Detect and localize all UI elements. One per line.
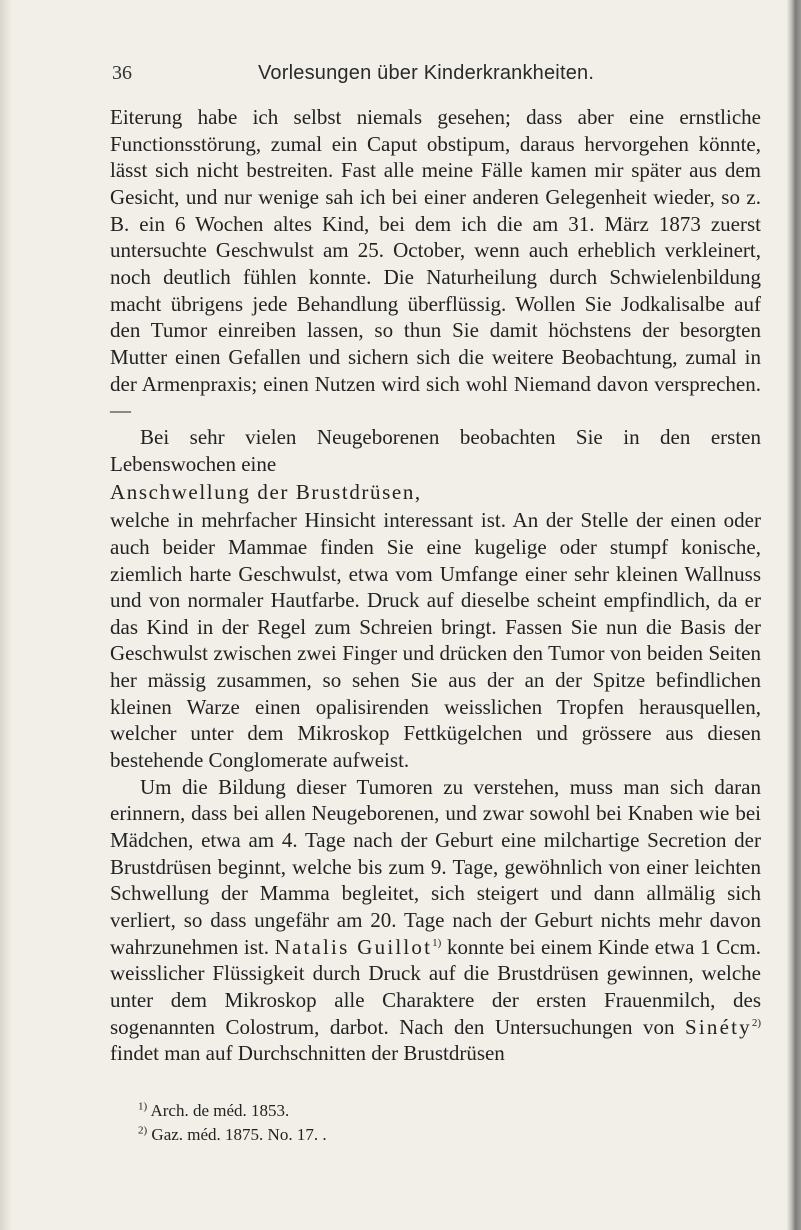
author-name-guillot: Natalis Guillot <box>274 934 433 959</box>
paragraph-1: Eiterung habe ich selbst niemals gesehen; dass aber eine ernstliche Functionsstörung, zumal ein Caput obstipum, daraus hervorgehen könnte, lässt sich nicht bestreiten. Fast alle meine Fälle kamen mir später aus dem Gesicht, und nur wenige sah ich bei einer anderen Gelegenheit wieder, so z. B. ein 6 Wochen altes Kind, bei dem ich die am 31. März 1873 zuerst untersuchte Geschwulst am 25. October, wenn auch erheblich verkleinert, noch deutlich fühlen konnte. Die Naturheilung durch Schwielenbildung macht übrigens jede Behandlung überflüssig. Wollen Sie Jodkalisalbe auf den Tumor einreiben lassen, so thun Sie damit höchstens der besorgten Mutter einen Gefallen und sichern sich die weitere Beobachtung, zumal in der Armenpraxis; einen Nutzen wird sich wohl Niemand davon versprechen. — <box>110 105 761 423</box>
footnote-2-mark: 2) <box>138 1124 148 1137</box>
paragraph-4-part-c: findet man auf Durchschnitten der Brustdrüsen <box>110 1041 505 1066</box>
paragraph-2: Bei sehr vielen Neugeborenen beobachten Sie in den ersten Lebenswochen eine <box>110 424 761 476</box>
footnote-2 <box>138 1123 327 1147</box>
page-number: 36 <box>112 62 132 84</box>
section-heading: Anschwellung der Brustdrüsen, <box>110 480 422 505</box>
footnote-1-mark: 1) <box>138 1100 148 1113</box>
paragraph-3: welche in mehrfacher Hinsicht interessant ist. An der Stelle der einen oder auch beider Mammae finden Sie eine kugelige oder stumpf konische, ziemlich harte Geschwulst, etwa vom Umfange einer sehr kleinen Wallnuss und von normaler Hautfarbe. Druck auf dieselbe scheint empfindlich, da er das Kind in der Regel zum Schreien bringt. Fassen Sie nun die Basis der Geschwulst zwischen zwei Finger und drücken den Tumor von beiden Seiten her mässig zusammen, so sehen Sie aus der an der Spitze befindlichen kleinen Warze einen opalisirenden weisslichen Tropfen herausquellen, welcher unter dem Mikroskop Fettkügelchen und grössere aus diesen bestehende Conglomerate aufweist. <box>110 508 761 773</box>
book-spine-edge <box>787 0 801 1230</box>
page-header <box>112 62 752 90</box>
paragraph-4-part-b: konnte bei einem Kinde etwa 1 Ccm. weisslicher Flüssigkeit durch Druck auf die Brustdrüsen gewinnen, welche unter dem Mikroskop alle Charaktere der ersten Frauenmilch, des sogenannten Colostrum, darbot. Nach den Untersuchungen von <box>110 934 762 1039</box>
running-title: Vorlesungen über Kinderkrankheiten. <box>258 62 595 84</box>
body-text <box>110 104 761 1067</box>
footnote-1-text: Arch. de méd. 1853. <box>150 1101 290 1120</box>
footnote-2-text: Gaz. méd. 1875. No. 17. . <box>151 1125 327 1144</box>
author-name-sinety: Sinéty <box>684 1014 752 1039</box>
paragraph-4-part-a: Um die Bildung dieser Tumoren zu verstehen, muss man sich daran erinnern, dass bei allen Neugeborenen, und zwar sowohl bei Knaben wie bei Mädchen, etwa am 4. Tage nach der Geburt eine milchartige Secretion der Brustdrüsen beginnt, welche bis zum 9. Tage, gewöhnlich von einer leichten Schwellung der Mamma begleitet, sich steigert und dann allmälig sich verliert, so dass ungefähr am 20. Tage nach der Geburt nichts mehr davon wahrzunehmen ist. <box>110 774 761 959</box>
footnote-ref-1[interactable]: 1) <box>432 936 442 949</box>
footnotes <box>138 1099 327 1147</box>
page-left-shadow <box>0 0 12 1230</box>
footnote-ref-2[interactable]: 2) <box>751 1016 761 1029</box>
paragraph-4 <box>110 774 761 1067</box>
footnote-1 <box>138 1099 327 1123</box>
